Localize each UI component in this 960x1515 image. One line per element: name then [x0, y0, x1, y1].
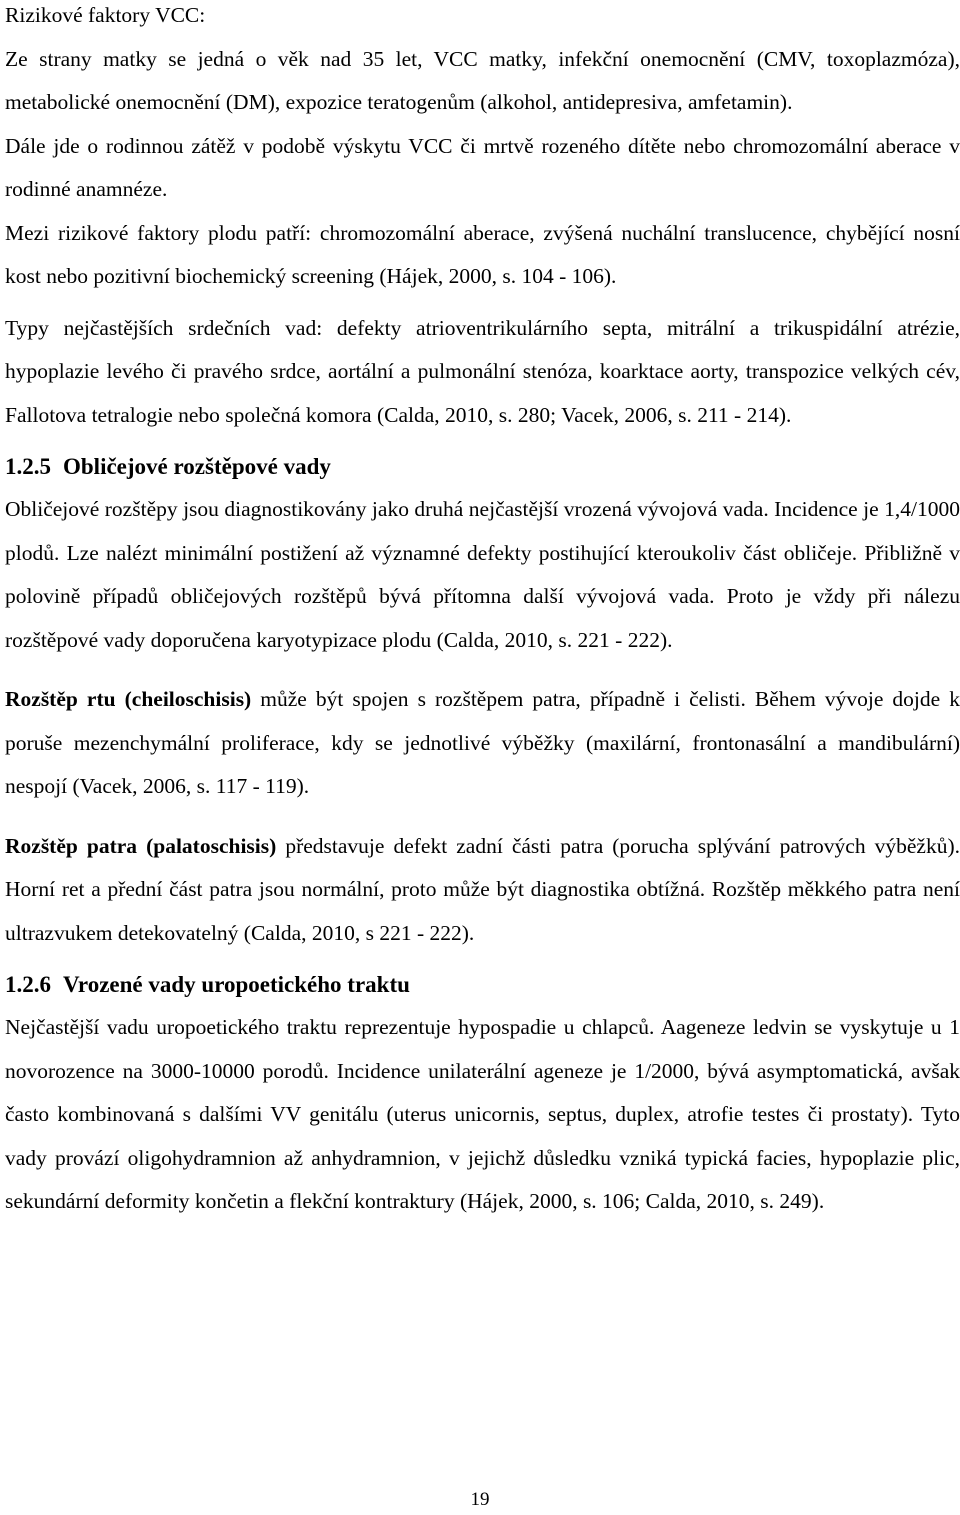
- section-heading-facial-clefts: [5, 445, 960, 488]
- section-heading-urinary-defects: [5, 963, 960, 1006]
- section-number: 1.2.5: [5, 454, 51, 479]
- cleft-palate-text: představuje defekt zadní části patra (porucha splývání patrových výběžků). Horní ret a přední část patra jsou normální, proto může být diagnostika obtížná. Rozštěp měkkého patra není ultrazvukem detekovatelný (Calda, 2010, s 221 - 222).: [5, 833, 960, 945]
- paragraph-urinary-defects: Nejčastější vadu uropoetického traktu reprezentuje hypospadie u chlapců. Aageneze ledvin se vyskytuje u 1 novorozence na 3000-10000 porodů. Incidence unilaterální ageneze je 1/2000, bývá asymptomatická, avšak často kombinovaná s dalšími VV genitálu (uterus unicornis, septus, duplex, atrofie testes či prostaty). Tyto vady provází oligohydramnion až anhydramnion, v jejichž důsledku vzniká typická facies, hypoplazie plic, sekundární deformity končetin a flekční kontraktury (Hájek, 2000, s. 106; Calda, 2010, s. 249).: [5, 1015, 960, 1213]
- paragraph-cleft-palate: [5, 825, 960, 956]
- page-content: [5, 0, 960, 1224]
- risk-factors-title: Rizikové faktory VCC:: [5, 3, 206, 27]
- term-cleft-lip: Rozštěp rtu (cheiloschisis): [5, 687, 252, 711]
- paragraph-family-history: Dále jde o rodinnou zátěž v podobě výskytu VCC či mrtvě rozeného dítěte nebo chromozomální aberace v rodinné anamnéze.: [5, 133, 960, 201]
- term-cleft-palate: Rozštěp patra (palatoschisis): [5, 833, 277, 858]
- paragraph-heart-defect-types: Typy nejčastějších srdečních vad: defekty atrioventrikulárního septa, mitrální a trikuspidální atrézie, hypoplazie levého či pravého srdce, aortální a pulmonální stenóza, koarktace aorty, transpozice velkých cév, Fallotova tetralogie nebo společná komora (Calda, 2010, s. 280; Vacek, 2006, s. 211 - 214).: [5, 315, 960, 427]
- paragraph-fetal-risks: Mezi rizikové faktory plodu patří: chromozomální aberace, zvýšená nuchální translucence, chybějící nosní kost nebo pozitivní biochemický screening (Hájek, 2000, s. 104 - 106).: [5, 220, 960, 288]
- paragraph-cleft-lip: [5, 678, 960, 809]
- paragraph-facial-clefts: Obličejové rozštěpy jsou diagnostikovány jako druhá nejčastější vrozená vývojová vada. Incidence je 1,4/1000 plodů. Lze nalézt minimální postižení až významné defekty postihující kteroukoliv část obličeje. Přibližně v polovině případů obličejových rozštěpů bývá přítomna další vývojová vada. Proto je vždy při nálezu rozštěpové vady doporučena karyotypizace plodu (Calda, 2010, s. 221 - 222).: [5, 497, 960, 652]
- section-title: Obličejové rozštěpové vady: [63, 454, 331, 479]
- page-number: 19: [470, 1489, 490, 1510]
- section-number: 1.2.6: [5, 972, 51, 997]
- paragraph-mother-risks: Ze strany matky se jedná o věk nad 35 let, VCC matky, infekční onemocnění (CMV, toxoplazmóza), metabolické onemocnění (DM), expozice teratogenům (alkohol, antidepresiva, amfetamin).: [5, 46, 960, 114]
- section-title: Vrozené vady uropoetického traktu: [63, 972, 410, 997]
- cleft-lip-text: může být spojen s rozštěpem patra, případně i čelisti. Během vývoje dojde k poruše mezenchymální proliferace, kdy se jednotlivé výběžky (maxilární, frontonasální a mandibulární) nespojí (Vacek, 2006, s. 117 - 119).: [5, 687, 960, 798]
